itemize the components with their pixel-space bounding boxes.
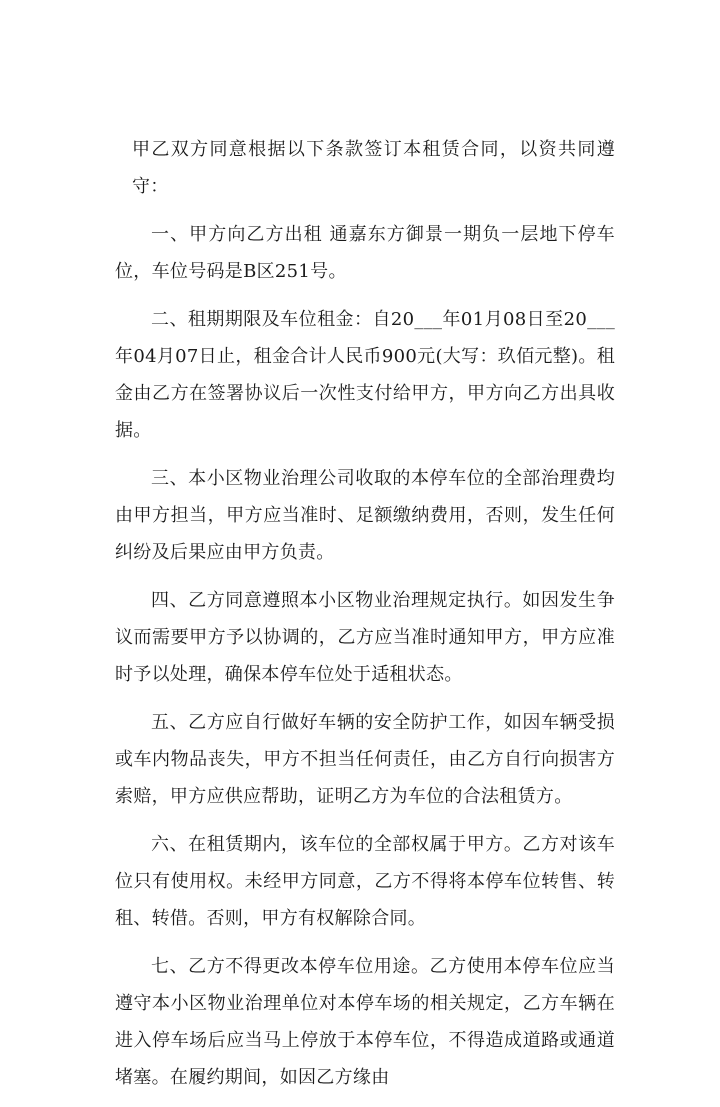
clause-7: 七、乙方不得更改本停车位用途。乙方使用本停车位应当遵守本小区物业治理单位对本停车场的相关规定，乙方车辆在进入停车场后应当马上停放于本停车位，不得造成道路或通道堵塞。在履约期间，如因乙方缘由 [115,956,615,1088]
contract-preamble: 甲乙双方同意根据以下条款签订本租赁合同，以资共同遵守： [132,139,615,197]
clause-5: 五、乙方应自行做好车辆的安全防护工作，如因车辆受损或车内物品丧失，甲方不担当任何责任，由乙方自行向损害方索赔，甲方应供应帮助，证明乙方为车位的合法租赁方。 [115,712,615,807]
clause-3: 三、本小区物业治理公司收取的本停车位的全部治理费均由甲方担当，甲方应当准时、足额缴纳费用，否则，发生任何纠纷及后果应由甲方负责。 [115,468,615,563]
clause-4: 四、乙方同意遵照本小区物业治理规定执行。如因发生争议而需要甲方予以协调的，乙方应当准时通知甲方，甲方应准时予以处理，确保本停车位处于适租状态。 [115,590,615,685]
contract-body [115,131,615,1107]
clause-2: 二、租期期限及车位租金：自20___年01月08日至20___年04月07日止，租金合计人民币900元(大写：玖佰元整)。租金由乙方在签署协议后一次性支付给甲方，甲方向乙方出具收据。 [115,309,615,441]
clause-6: 六、在租赁期内，该车位的全部权属于甲方。乙方对该车位只有使用权。未经甲方同意，乙方不得将本停车位转售、转租、转借。否则，甲方有权解除合同。 [115,834,615,929]
clause-1: 一、甲方向乙方出租 通嘉东方御景一期负一层地下停车位，车位号码是B区251号。 [115,224,615,282]
